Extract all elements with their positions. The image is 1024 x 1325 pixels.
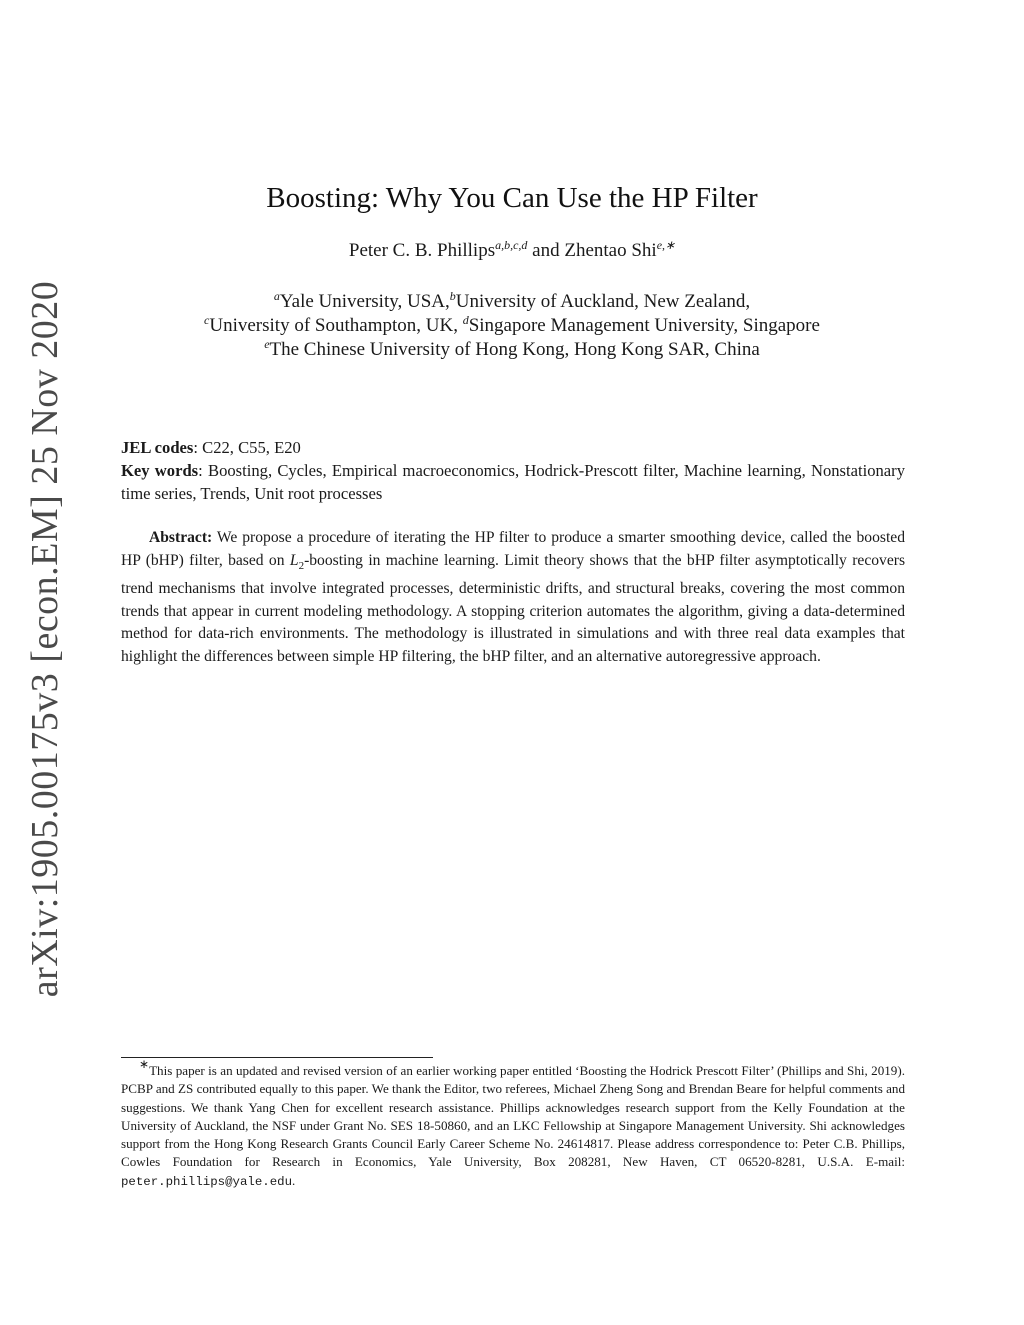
jel-codes [121, 436, 905, 459]
footnote-marker: ∗ [139, 1057, 150, 1071]
affiliation-c: University of Southampton, UK, [209, 315, 463, 336]
affiliation-a: Yale University, USA, [279, 291, 450, 312]
abstract-label: Abstract: [149, 529, 213, 546]
footnote-rule [121, 1057, 433, 1058]
arxiv-identifier-text: arXiv:1905.00175v3 [econ.EM] 25 Nov 2020 [24, 280, 66, 998]
affiliation-mark-a: a [273, 289, 280, 303]
author-connector: and [527, 240, 565, 261]
affiliations [0, 290, 1024, 362]
author-2-name: Zhentao Shi [564, 240, 657, 261]
author-email[interactable]: peter.phillips@yale.edu [121, 1174, 293, 1189]
affiliation-mark-d: d [462, 313, 469, 327]
affiliation-d: Singapore Management University, Singapore [468, 315, 820, 336]
affiliation-line-2 [0, 314, 1024, 338]
abstract [121, 527, 905, 669]
affiliation-mark-e: e [264, 337, 270, 351]
abstract-text-part-1: We propose a procedure of iterating the HP filter to produce a smarter smoothing device, called the boosted HP (bHP) filter, based on [121, 529, 905, 569]
author-2-affiliation-marks: e,∗ [656, 238, 676, 252]
key-words [121, 459, 905, 505]
affiliation-line-3 [0, 338, 1024, 362]
key-words-value: : Boosting, Cycles, Empirical macroeconomics, Hodrick-Prescott filter, Machine learning, Nonstationary time series, Trends, Unit root processes [121, 461, 905, 503]
paper-title: Boosting: Why You Can Use the HP Filter [266, 182, 758, 214]
footnote [121, 1057, 905, 1191]
l2-symbol: L [289, 551, 299, 569]
jel-codes-label: JEL codes [121, 438, 194, 457]
affiliation-mark-c: c [204, 313, 210, 327]
author-1-name: Peter C. B. Phillips [348, 240, 496, 261]
jel-codes-value: : C22, C55, E20 [193, 438, 301, 457]
author-line [0, 240, 1024, 262]
footnote-text: This paper is an updated and revised version of an earlier working paper entitled ‘Boosting the Hodrick Prescott Filter’ (Phillips and Shi, 2019). PCBP and ZS contributed equally to this paper. We thank the Editor, two referees, Michael Zheng Song and Brendan Beare for helpful comments and suggestions. We thank Yang Chen for excellent research assistance. Phillips acknowledges research support from the Kelly Foundation at the University of Auckland, the NSF under Grant No. SES 18-50860, and an LKC Fellowship at Singapore Management University. Shi acknowledges support from the Hong Kong Research Grants Council Early Career Scheme No. 24614817. Please address correspondence to: Peter C.B. Phillips, Cowles Foundation for Research in Economics, Yale University, Box 208281, New Haven, CT 06520-8281, U.S.A. E-mail: [121, 1063, 905, 1170]
author-1-affiliation-marks: a,b,c,d [495, 238, 528, 252]
footnote-end: . [292, 1172, 296, 1188]
key-words-label: Key words [121, 461, 199, 480]
affiliation-e: The Chinese University of Hong Kong, Hong Kong SAR, China [269, 339, 760, 360]
affiliation-b: University of Auckland, New Zealand, [455, 291, 751, 312]
affiliation-line-1 [0, 290, 1024, 314]
classification-block [121, 436, 905, 505]
l2-subscript: 2 [298, 559, 305, 572]
affiliation-mark-b: b [449, 289, 456, 303]
abstract-text-part-2: -boosting in machine learning. Limit theory shows that the bHP filter asymptotically recovers trend mechanisms that involve integrated processes, deterministic drifts, and structural breaks, covering the most common trends that appear in current modeling methodology. A stopping criterion automates the algorithm, giving a data-determined method for data-rich environments. The methodology is illustrated in simulations and with three real data examples that highlight the differences between simple HP filtering, the bHP filter, and an alternative autoregressive approach. [121, 551, 906, 666]
